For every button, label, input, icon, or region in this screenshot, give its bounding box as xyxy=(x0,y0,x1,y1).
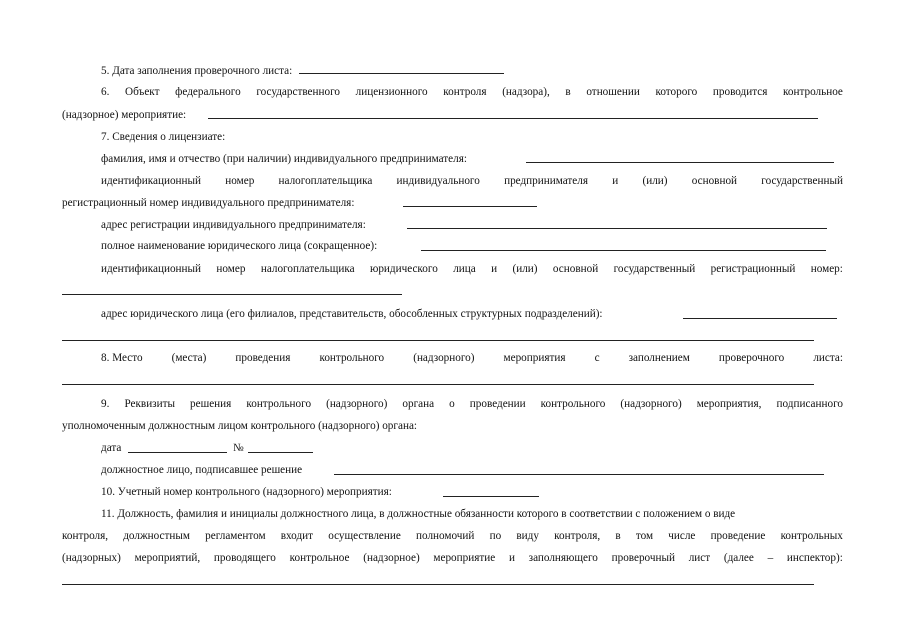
item-5-blank[interactable] xyxy=(299,63,504,74)
word: государственного xyxy=(256,86,340,98)
word: юридического xyxy=(369,263,438,275)
word: и xyxy=(491,263,498,275)
word: мероприятия xyxy=(503,352,566,364)
item-7-addr-ip-blank[interactable] xyxy=(407,228,827,229)
word: осуществление xyxy=(328,530,401,542)
word: номер xyxy=(225,175,255,187)
word: (или) xyxy=(642,175,668,187)
word: проверочный xyxy=(611,552,675,564)
item-11-blank[interactable] xyxy=(62,584,814,585)
word: налогоплательщика xyxy=(278,175,373,187)
item-7-addr-ul-blank-1[interactable] xyxy=(683,318,837,319)
word: и xyxy=(612,175,619,187)
word: мероприятий, xyxy=(134,552,201,564)
item-9-date-label: дата xyxy=(101,442,122,454)
item-6-line-2 xyxy=(62,108,186,122)
item-11-line-1 xyxy=(101,507,843,521)
item-5-fill-date xyxy=(101,63,504,77)
word: номер xyxy=(216,263,246,275)
word: (или) xyxy=(512,263,538,275)
item-5-label: 5. Дата заполнения проверочного листа: xyxy=(101,65,293,77)
word: номер: xyxy=(810,263,843,275)
item-9-official-blank[interactable] xyxy=(334,474,824,475)
word: в xyxy=(615,530,621,542)
word: входит xyxy=(280,530,314,542)
item-7-inn-ul-blank[interactable] xyxy=(62,294,402,295)
word: контрольное xyxy=(289,552,350,564)
item-7-addr-ul xyxy=(101,307,603,321)
item-10 xyxy=(101,485,392,499)
word: и xyxy=(508,552,515,564)
item-7-addr-ip xyxy=(101,218,366,232)
word: 6. xyxy=(101,86,110,98)
word: идентификационный xyxy=(101,175,202,187)
item-11-label: 11. Должность, фамилия и инициалы должностного лица, в должностные обязанности которого в соответствии с положением о виде xyxy=(101,508,736,520)
word: индивидуального xyxy=(396,175,480,187)
word: подписанного xyxy=(776,398,843,410)
item-9-label: уполномоченным должностным лицом контрольного (надзорного) органа: xyxy=(62,420,418,432)
item-7-addr-ul-label: адрес юридического лица (его филиалов, представительств, обособленных структурных подразделений): xyxy=(101,308,603,320)
word: предпринимателя xyxy=(504,175,588,187)
word: регистрационный xyxy=(710,263,796,275)
word: инспектор): xyxy=(786,552,843,564)
word: 9. xyxy=(101,398,110,410)
item-7-name-ul-label: полное наименование юридического лица (сокращенное): xyxy=(101,240,378,252)
item-7-inn-label: регистрационный номер индивидуального предпринимателя: xyxy=(62,197,355,209)
word: контроля xyxy=(443,86,487,98)
word: идентификационный xyxy=(101,263,202,275)
word: с xyxy=(594,352,600,364)
word: решения xyxy=(190,398,232,410)
item-7-name-ul-blank[interactable] xyxy=(421,250,826,251)
item-7-name-ul xyxy=(101,239,377,253)
word: органа xyxy=(402,398,435,410)
word: (надзорных) xyxy=(62,552,121,564)
word: заполнением xyxy=(628,352,690,364)
word: проводящего xyxy=(213,552,276,564)
word: лица xyxy=(453,263,476,275)
word: мероприятия, xyxy=(696,398,762,410)
word: основной xyxy=(552,263,599,275)
word: (места) xyxy=(171,352,207,364)
word: контроля, xyxy=(554,530,601,542)
word: – xyxy=(767,552,774,564)
word: контрольных xyxy=(780,530,843,542)
word: должностным xyxy=(123,530,190,542)
item-7-inn-ul-line-1 xyxy=(101,262,843,276)
item-7-heading xyxy=(101,130,225,144)
item-9-official-label: должностное лицо, подписавшее решение xyxy=(101,464,303,476)
item-6-line-1 xyxy=(101,85,843,99)
word: (надзорное) xyxy=(363,552,420,564)
word: по xyxy=(489,530,502,542)
word: основной xyxy=(691,175,738,187)
word: лист xyxy=(688,552,711,564)
item-7-inn-line-1 xyxy=(101,174,843,188)
word: контрольного xyxy=(319,352,385,364)
item-9-num xyxy=(233,441,244,455)
word: проведении xyxy=(469,398,526,410)
item-7-inn-line-2 xyxy=(62,196,354,210)
item-7-addr-ul-blank-2[interactable] xyxy=(62,340,814,341)
item-7-fio-blank[interactable] xyxy=(526,162,834,163)
word: лицензионного xyxy=(355,86,428,98)
word: виду xyxy=(516,530,539,542)
item-6-blank[interactable] xyxy=(208,118,818,119)
word: 8. Место xyxy=(101,352,143,364)
item-11-line-3 xyxy=(62,551,843,565)
item-9-date-row xyxy=(101,441,121,455)
word: заполняющего xyxy=(528,552,598,564)
word: государственный xyxy=(613,263,696,275)
item-7-fio-label: фамилия, имя и отчество (при наличии) индивидуального предпринимателя: xyxy=(101,153,467,165)
word: контрольное xyxy=(783,86,843,98)
word: проводится xyxy=(712,86,768,98)
item-9-line-2 xyxy=(62,419,417,433)
word: (надзорного) xyxy=(413,352,475,364)
word: контрольного xyxy=(246,398,312,410)
word: в xyxy=(565,86,571,98)
word: проведение xyxy=(710,530,766,542)
item-7-inn-blank[interactable] xyxy=(403,206,537,207)
item-7-label: 7. Сведения о лицензиате: xyxy=(101,131,226,143)
item-10-label: 10. Учетный номер контрольного (надзорного) мероприятия: xyxy=(101,486,392,498)
word: отношении xyxy=(586,86,640,98)
item-8-blank[interactable] xyxy=(62,384,814,385)
word: контрольного xyxy=(540,398,606,410)
word: листа: xyxy=(813,352,843,364)
item-9-date-blank[interactable] xyxy=(128,452,227,453)
word: контроля, xyxy=(62,530,109,542)
word: налогоплательщика xyxy=(260,263,355,275)
word: проведения xyxy=(235,352,291,364)
word: (далее xyxy=(723,552,754,564)
item-9-num-label: № xyxy=(233,442,244,454)
word: мероприятие xyxy=(433,552,496,564)
word: (надзорного) xyxy=(326,398,388,410)
word: числе xyxy=(668,530,696,542)
word: Объект xyxy=(125,86,160,98)
word: полномочий xyxy=(416,530,475,542)
item-8-line-1 xyxy=(101,351,843,365)
item-9-line-1 xyxy=(101,397,843,411)
word: том xyxy=(635,530,654,542)
item-7-addr-ip-label: адрес регистрации индивидуального предпринимателя: xyxy=(101,219,366,231)
word: проверочного xyxy=(718,352,785,364)
word: (надзора), xyxy=(502,86,550,98)
word: Реквизиты xyxy=(124,398,175,410)
word: федерального xyxy=(175,86,241,98)
item-6-label: (надзорное) мероприятие: xyxy=(62,109,187,121)
word: которого xyxy=(655,86,698,98)
word: (надзорного) xyxy=(620,398,682,410)
word: регламентом xyxy=(205,530,266,542)
word: о xyxy=(449,398,455,410)
item-9-num-blank[interactable] xyxy=(248,452,313,453)
item-7-fio xyxy=(101,152,467,166)
item-9-official xyxy=(101,463,302,477)
item-10-blank[interactable] xyxy=(443,496,539,497)
word: государственный xyxy=(761,175,843,187)
item-11-line-2 xyxy=(62,529,843,543)
